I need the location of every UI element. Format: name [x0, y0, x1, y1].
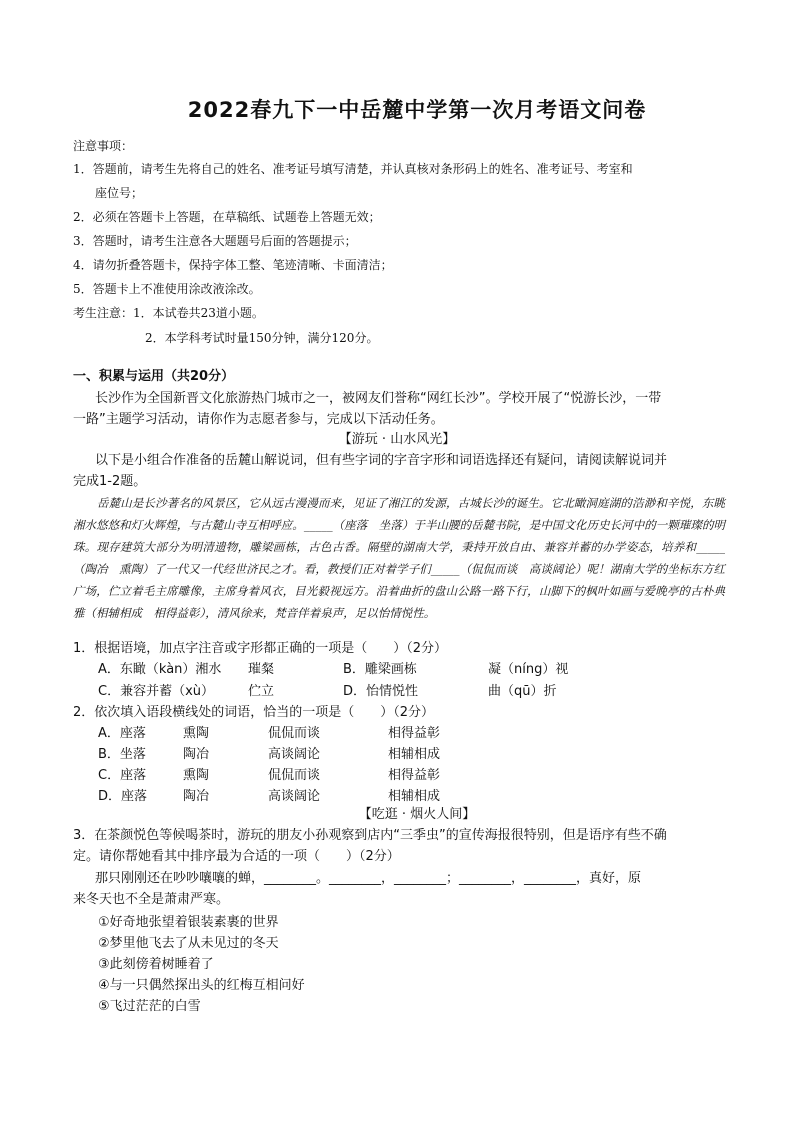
section-heading: 一、积累与运用（共20分）: [73, 369, 235, 384]
q3-item-4: ④与一只偶然探出头的红梅互相问好: [98, 978, 305, 993]
q3-stem-1: 3．在茶颜悦色等候喝茶时，游玩的朋友小孙观察到店内“三季虫”的宣传海报很特别，但是语序有些不确: [73, 828, 667, 843]
yuelu-passage: [73, 492, 725, 624]
q2-d-word1: D．座落: [98, 789, 148, 804]
q3-stem-2: 定。请你帮她看其中排序最为合适的一项（ ）（2分）: [73, 849, 400, 864]
q2-d-word4: 相辅相成: [388, 789, 441, 804]
q2-option-d[interactable]: [98, 788, 440, 806]
q1-option-a[interactable]: A．东瞰（kàn）湘水: [98, 662, 222, 677]
q2-a-word3: 侃侃而谈: [268, 726, 321, 741]
q1-option-d-extra: 曲（qū）折: [488, 684, 557, 699]
q2-b-word3: 高谈阔论: [268, 747, 321, 762]
intro-line-2: 一路”主题学习活动，请你作为志愿者参与，完成以下活动任务。: [73, 412, 444, 427]
q3-item-3: ③此刻傍着树睡着了: [98, 957, 214, 972]
notice-item-5: 5．答题卡上不准使用涂改液涂改。: [73, 282, 261, 296]
q1-stem: 1．根据语境，加点字注音或字形都正确的一项是（ ）（2分）: [73, 641, 448, 656]
lead-line-2: 完成1-2题。: [73, 474, 147, 489]
q1-options-row-2: [98, 683, 557, 701]
q1-option-b[interactable]: B．雕梁画栋: [343, 662, 417, 677]
q3-item-1: ①好奇地张望着银装素裹的世界: [98, 915, 279, 930]
q2-b-word1: B．坐落: [98, 747, 146, 762]
q2-c-word2: 熏陶: [183, 768, 210, 783]
notice-item-2: 2．必须在答题卡上答题，在草稿纸、试题卷上答题无效；: [73, 210, 381, 224]
q2-b-word2: 陶冶: [183, 747, 210, 762]
lead-line-1: 以下是小组合作准备的岳麓山解说词，但有些字词的字音字形和词语选择还有疑问，请阅读解说词并: [95, 453, 668, 468]
q2-a-word2: 熏陶: [183, 726, 210, 741]
q2-d-word3: 高谈阔论: [268, 789, 321, 804]
q2-a-word1: A．座落: [98, 726, 146, 741]
q1-option-a-extra: 璀粲: [248, 662, 275, 677]
intro-line-1: 长沙作为全国新晋文化旅游热门城市之一，被网友们誉称“网红长沙”。学校开展了“悦游长沙，一带: [95, 391, 662, 406]
q3-text-1: 那只刚刚还在吵吵嚷嚷的蝉，________。________，________；________，________，真好，原: [95, 871, 642, 886]
q2-stem: 2．依次填入语段横线处的词语，恰当的一项是（ ）（2分）: [73, 705, 435, 720]
q1-option-c-extra: 伫立: [248, 684, 275, 699]
exam-title: 2022春九下一中岳麓中学第一次月考语文问卷: [187, 98, 647, 122]
q3-item-2: ②梦里他飞去了从未见过的冬天: [98, 936, 279, 951]
q2-d-word2: 陶冶: [183, 789, 210, 804]
q1-option-b-extra: 凝（níng）视: [488, 662, 569, 677]
notice-item-1: 1．答题前，请考生先将自己的姓名、准考证号填写清楚，并认真核对条形码上的姓名、准考证号、考室和: [73, 162, 633, 176]
passage-text: 岳麓山是长沙著名的风景区，它从远古漫漫而来，见证了湘江的发源，古城长沙的诞生。它北瞰洞庭湖的浩渺和辛悦，东眺湘水悠悠和灯火辉煌，与古麓山寺互相呼应。_____（座落 坐落）于半山腰的岳麓书院，是中国文化历史长河中的一颗璀璨的明珠。现存建筑大部分为明清遗物，雕梁画栋，古色古香。隔壁的湖南大学，秉持开放自由、兼容并蓄的办学姿态，培养和_____（陶冶 熏陶）了一代又一代经世济民之才。看，教授们正对着学子们_____（侃侃而谈 高谈阔论）呢！湖南大学的坐标东方红广场，伫立着毛主席雕像，主席身着风衣，目光毅视远方。沿着曲折的盘山公路一路下行，山脚下的枫叶如画与爱晚亭的古朴典雅（相辅相成 相得益彰），清风徐来，梵音伴着泉声，足以怡情悦性。: [73, 496, 725, 620]
q2-c-word4: 相得益彰: [388, 768, 441, 783]
q2-c-word3: 侃侃而谈: [268, 768, 321, 783]
notice-item-4: 4．请勿折叠答题卡，保持字体工整、笔迹清晰、卡面清洁；: [73, 258, 393, 272]
exam-note-1: 考生注意：1．本试卷共23道小题。: [73, 306, 264, 320]
q2-option-b[interactable]: [98, 746, 440, 764]
notice-heading: 注意事项：: [73, 139, 134, 153]
q2-c-word1: C．座落: [98, 768, 147, 783]
q2-a-word4: 相得益彰: [388, 726, 441, 741]
q1-options-row-1: [98, 661, 568, 679]
subheading-food: 【吃逛 · 烟火人间】: [358, 807, 476, 822]
q1-option-d[interactable]: D．怡情悦性: [343, 684, 419, 699]
notice-item-3: 3．答题时，请考生注意各大题题号后面的答题提示；: [73, 234, 357, 248]
q2-option-a[interactable]: [98, 725, 440, 743]
q2-option-c[interactable]: [98, 767, 440, 785]
q3-item-5: ⑤飞过茫茫的白雪: [98, 999, 201, 1014]
subheading-landscape: 【游玩 · 山水风光】: [338, 432, 456, 447]
q2-b-word4: 相辅相成: [388, 747, 441, 762]
q1-option-c[interactable]: C．兼容并蓄（xù）: [98, 684, 215, 699]
exam-note-2: 2．本学科考试时量150分钟，满分120分。: [145, 331, 379, 345]
q3-text-2: 来冬天也不全是萧肃严寒。: [73, 892, 230, 907]
notice-item-1-cont: 座位号；: [95, 186, 144, 200]
